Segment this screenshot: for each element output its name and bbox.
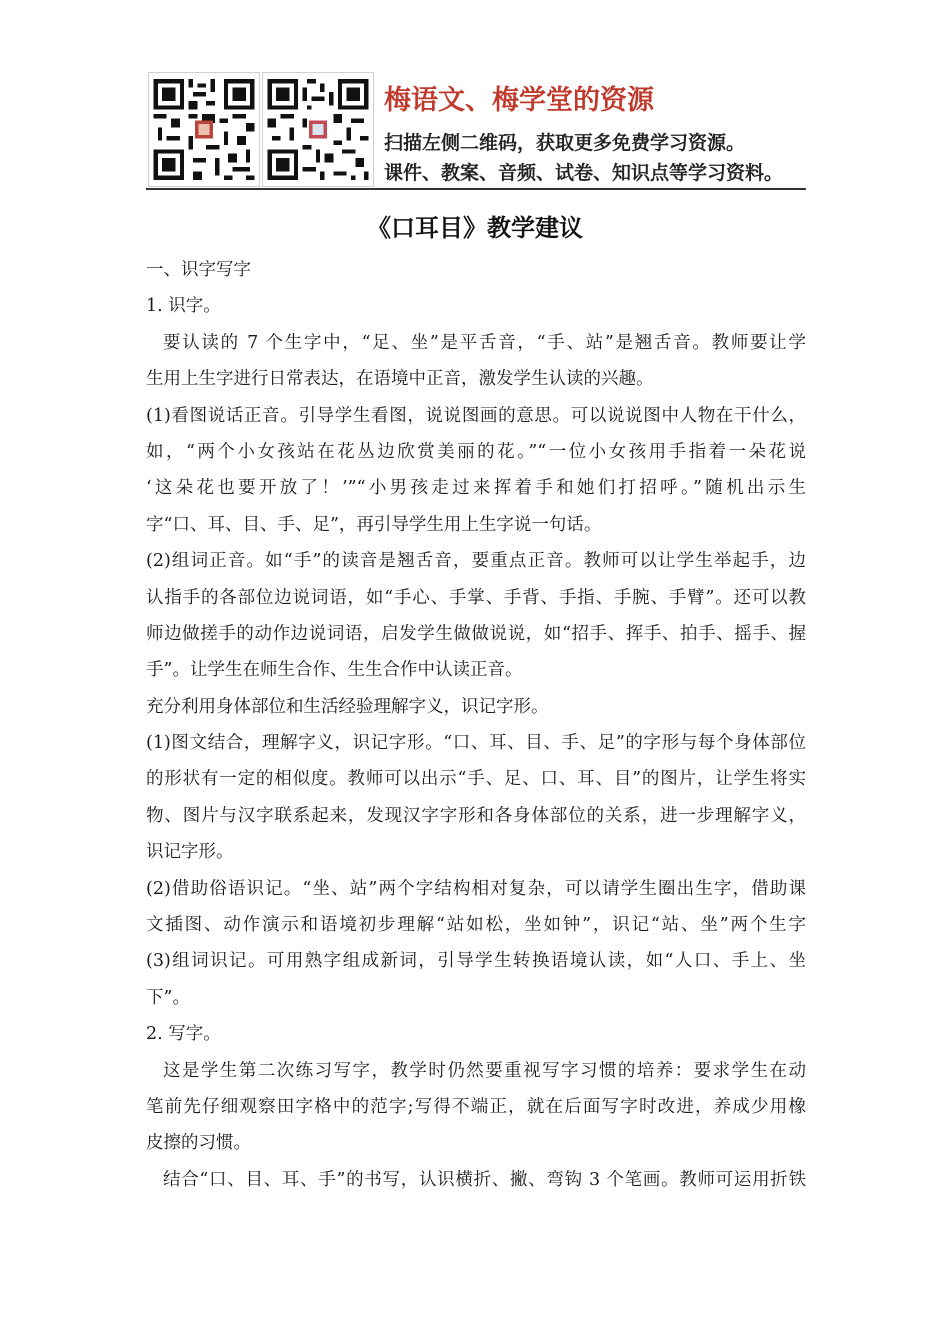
body-line: 充分利用身体部位和生活经验理解字义，识记字形。 [146, 696, 549, 717]
body-line: 皮擦的习惯。 [146, 1133, 251, 1154]
document-body [146, 252, 806, 1198]
body-line: 下”。 [146, 987, 190, 1008]
document-title: 《口耳目》教学建议 [367, 213, 583, 242]
body-line: 的形状有一定的相似度。教师可以出示“手、足、口、耳、目”的图片，让学生将实 [146, 769, 806, 790]
body-line: 字“口、耳、目、手、足”，再引导学生用上生字说一句话。 [146, 514, 602, 535]
body-line: 结合“口、目、耳、手”的书写，认识横折、撇、弯钩 3 个笔画。教师可运用折铁 [163, 1169, 806, 1190]
promo-line-2: 课件、教案、音频、试卷、知识点等学习资料。 [384, 162, 784, 184]
body-line: 要认读的 7 个生字中，“足、坐”是平舌音，“手、站”是翘舌音。教师要让学 [163, 332, 806, 353]
body-line: 识记字形。 [146, 842, 234, 863]
body-line: 物、图片与汉字联系起来，发现汉字字形和各身体部位的关系，进一步理解字义， [146, 805, 806, 826]
body-line: (3)组词识记。可用熟字组成新词，引导学生转换语境认读，如“人口、手上、坐 [146, 951, 806, 972]
body-line: 师边做搓手的动作边说词语，启发学生做做说说，如“招手、挥手、拍手、摇手、握 [146, 623, 806, 644]
promo-line-1: 扫描左侧二维码，获取更多免费学习资源。 [384, 132, 746, 154]
body-line: 笔前先仔细观察田字格中的范字;写得不端正，就在后面写字时改进，养成少用橡 [146, 1096, 806, 1117]
body-line: 认指手的各部位边说词语，如“手心、手掌、手背、手指、手腕、手臂”。还可以教 [146, 587, 806, 608]
header-banner [146, 70, 806, 188]
body-line: 1. 识字。 [146, 296, 221, 317]
header-divider [146, 188, 806, 190]
body-line: 文插图、动作演示和语境初步理解“站如松，坐如钟”，识记“站、坐”两个生字 [146, 915, 806, 936]
qr-code-icon [262, 72, 374, 187]
body-line: 2. 写字。 [146, 1024, 221, 1045]
body-line: 如，“两个小女孩站在花丛边欣赏美丽的花。”“一位小女孩用手指着一朵花说 [146, 441, 806, 462]
body-line: 手”。让学生在师生合作、生生合作中认读正音。 [146, 660, 523, 681]
body-line: 这是学生第二次练习写字，教学时仍然要重视写字习惯的培养：要求学生在动 [163, 1060, 806, 1081]
body-line: 一、识字写字 [146, 260, 251, 280]
body-line: 生用上生字进行日常表达，在语境中正音，激发学生认读的兴趣。 [146, 369, 654, 390]
qr-code-icon [148, 72, 260, 187]
body-line: (2)借助俗语识记。“坐、站”两个字结构相对复杂，可以请学生圈出生字，借助课 [146, 878, 806, 899]
body-line: (1)看图说话正音。引导学生看图，说说图画的意思。可以说说图中人物在干什么， [146, 405, 806, 426]
body-line: (2)组词正音。如“手”的读音是翘舌音，要重点正音。教师可以让学生举起手，边 [146, 551, 806, 572]
body-line: ‘这朵花也要开放了！’”“小男孩走过来挥着手和她们打招呼。”随机出示生 [146, 478, 806, 499]
brand-title: 梅语文、梅学堂的资源 [384, 85, 654, 116]
body-line: (1)图文结合，理解字义，识记字形。“口、耳、目、手、足”的字形与每个身体部位 [146, 733, 806, 754]
